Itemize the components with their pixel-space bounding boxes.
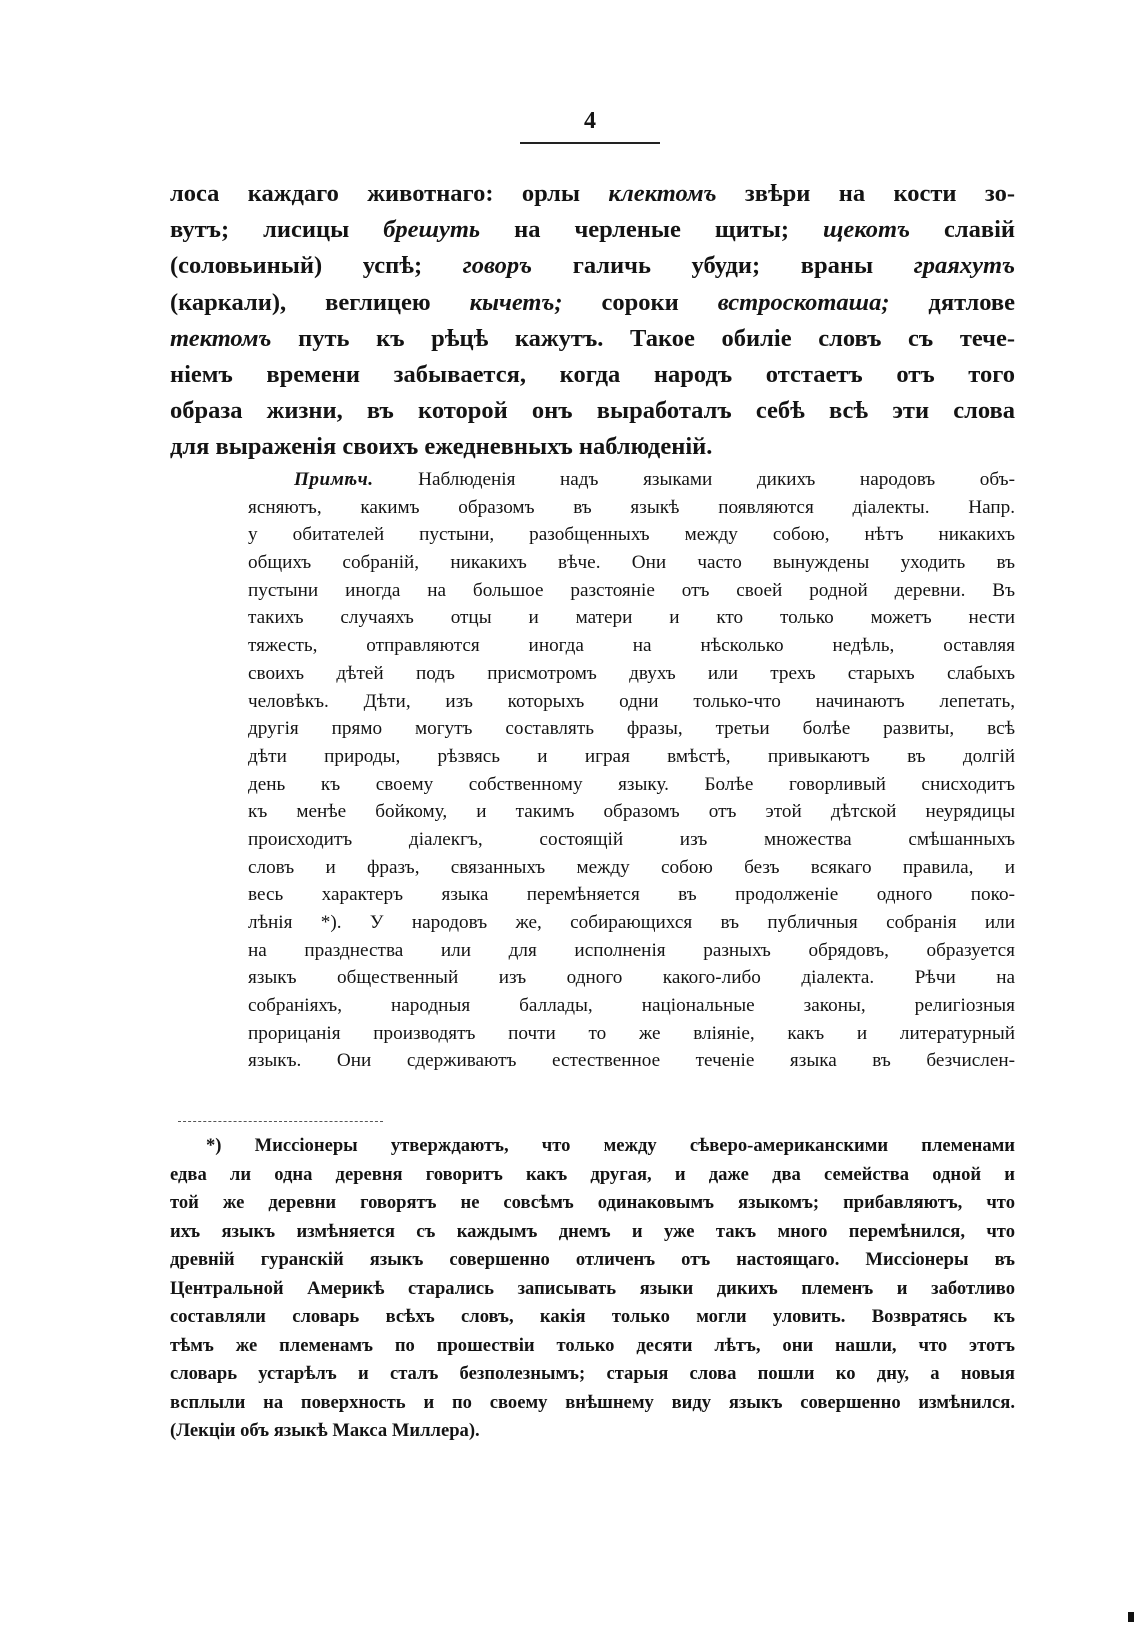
footnote-line: едва ли одна деревня говоритъ какъ другая, и даже два семейства одной и — [170, 1163, 1015, 1185]
note-paragraph — [248, 466, 1015, 1075]
main-line: тектомъ путь къ рѣцѣ кажутъ. Такое обиліе словъ съ тече- — [170, 324, 1015, 352]
footnote-line: словарь устарѣлъ и сталъ безполезнымъ; старыя слова пошли ко дну, а новыя — [170, 1363, 1015, 1384]
footnote-separator — [178, 1121, 383, 1122]
note-line: языкъ. Они сдерживаютъ естественное теченіе языка въ безчислен- — [248, 1050, 1015, 1072]
note-line: ясняютъ, какимъ образомъ въ языкѣ появляются діалекты. Напр. — [248, 496, 1015, 518]
note-line: словъ и фразъ, связанныхъ между собою безъ всякаго правила, и — [248, 856, 1015, 878]
note-line: языкъ общественный изъ одного какого-либо діалекта. Рѣчи на — [248, 967, 1015, 989]
note-line: прорицанія производятъ почти то же вліяніе, какъ и литературный — [248, 1022, 1015, 1044]
note-line: такихъ случаяхъ отцы и матери и кто только можетъ нести — [248, 607, 1015, 629]
footnote-line: тѣмъ же племенамъ по прошествіи только десяти лѣтъ, они нашли, что этотъ — [170, 1334, 1015, 1356]
footnote-line: той же деревни говорятъ не совсѣмъ одинаковымъ языкомъ; прибавляютъ, что — [170, 1192, 1015, 1213]
note-label: Примѣч. — [294, 469, 374, 490]
note-line: къ менѣе бойкому, и такимъ образомъ отъ этой дѣтской неурядицы — [248, 801, 1015, 823]
note-line: дѣти природы, рѣзвясь и играя вмѣстѣ, привыкаютъ въ долгій — [248, 745, 1015, 767]
main-paragraph — [170, 176, 1015, 466]
note-line: на празднества или для исполненія разныхъ обрядовъ, образуется — [248, 939, 1015, 961]
scan-edge-mark — [1128, 1612, 1134, 1622]
note-line: весь характеръ языка перемѣняется въ продолженіе одного поко- — [248, 884, 1015, 906]
page-number: 4 — [584, 108, 596, 134]
note-line: происходитъ діалекгъ, состоящій изъ множества смѣшанныхъ — [248, 828, 1015, 850]
footnote-line: (Лекціи объ языкѣ Макса Миллера). — [170, 1420, 480, 1441]
note-line: лѣнія *). У народовъ же, собирающихся въ публичныя собранія или — [248, 912, 1015, 933]
note-line: тяжесть, отправляются иногда на нѣсколько недѣль, оставляя — [248, 635, 1015, 657]
note-line: у обитателей пустыни, разобщенныхъ между собою, нѣтъ никакихъ — [248, 524, 1015, 546]
note-line: Примѣч. Наблюденія надъ языками дикихъ народовъ объ- — [294, 469, 1015, 490]
footnote-line: составляли словарь всѣхъ словъ, какія только могли уловить. Возвратясь къ — [170, 1306, 1015, 1327]
main-line: вутъ; лисицы брешуть на черленые щиты; щекотъ славій — [170, 216, 1015, 244]
footnote-line: Центральной Америкѣ старались записывать языки дикихъ племенъ и заботливо — [170, 1277, 1015, 1299]
page-number-rule — [520, 142, 660, 144]
footnote — [170, 1132, 1015, 1446]
note-line: собраніяхъ, народныя баллады, національные законы, религіозныя — [248, 995, 1015, 1017]
main-line: ніемъ времени забывается, когда народъ отстаетъ отъ того — [170, 360, 1015, 388]
footnote-line: ихъ языкъ измѣняется съ каждымъ днемъ и уже такъ много перемѣнился, что — [170, 1220, 1015, 1242]
main-line: для выраженія своихъ ежедневныхъ наблюденій. — [170, 433, 713, 461]
note-line: общихъ собраній, никакихъ вѣче. Они часто вынуждены уходить въ — [248, 552, 1015, 574]
note-line: пустыни иногда на большое разстояніе отъ своей родной деревни. Въ — [248, 579, 1015, 601]
footnote-line: *) Миссіонеры утверждаютъ, что между сѣверо-американскими племенами — [206, 1135, 1015, 1156]
note-line: день къ своему собственному языку. Болѣе говорливый снисходитъ — [248, 773, 1015, 795]
note-line: своихъ дѣтей подъ присмотромъ двухъ или трехъ старыхъ слабыхъ — [248, 662, 1015, 684]
main-line: образа жизни, въ которой онъ выработалъ себѣ всѣ эти слова — [170, 397, 1015, 425]
main-line: лоса каждаго животнаго: орлы клектомъ звѣри на кости зо- — [170, 180, 1015, 207]
note-line: другія прямо могутъ составлять фразы, третьи болѣе развиты, всѣ — [248, 718, 1015, 740]
footnote-line: всплыли на поверхность и по своему внѣшнему виду языкъ совершенно измѣнился. — [170, 1391, 1015, 1413]
main-line: (каркали), веглицею кычетъ; сороки встроскоташа; дятлове — [170, 288, 1015, 316]
footnote-line: древній гуранскій языкъ совершенно отличенъ отъ настоящаго. Миссіонеры въ — [170, 1249, 1015, 1270]
note-line: человѣкъ. Дѣти, изъ которыхъ одни только-что начинаютъ лепетать, — [248, 690, 1015, 712]
main-line: (соловьиный) успѣ; говоръ галичь убуди; враны граяхутъ — [170, 252, 1015, 280]
